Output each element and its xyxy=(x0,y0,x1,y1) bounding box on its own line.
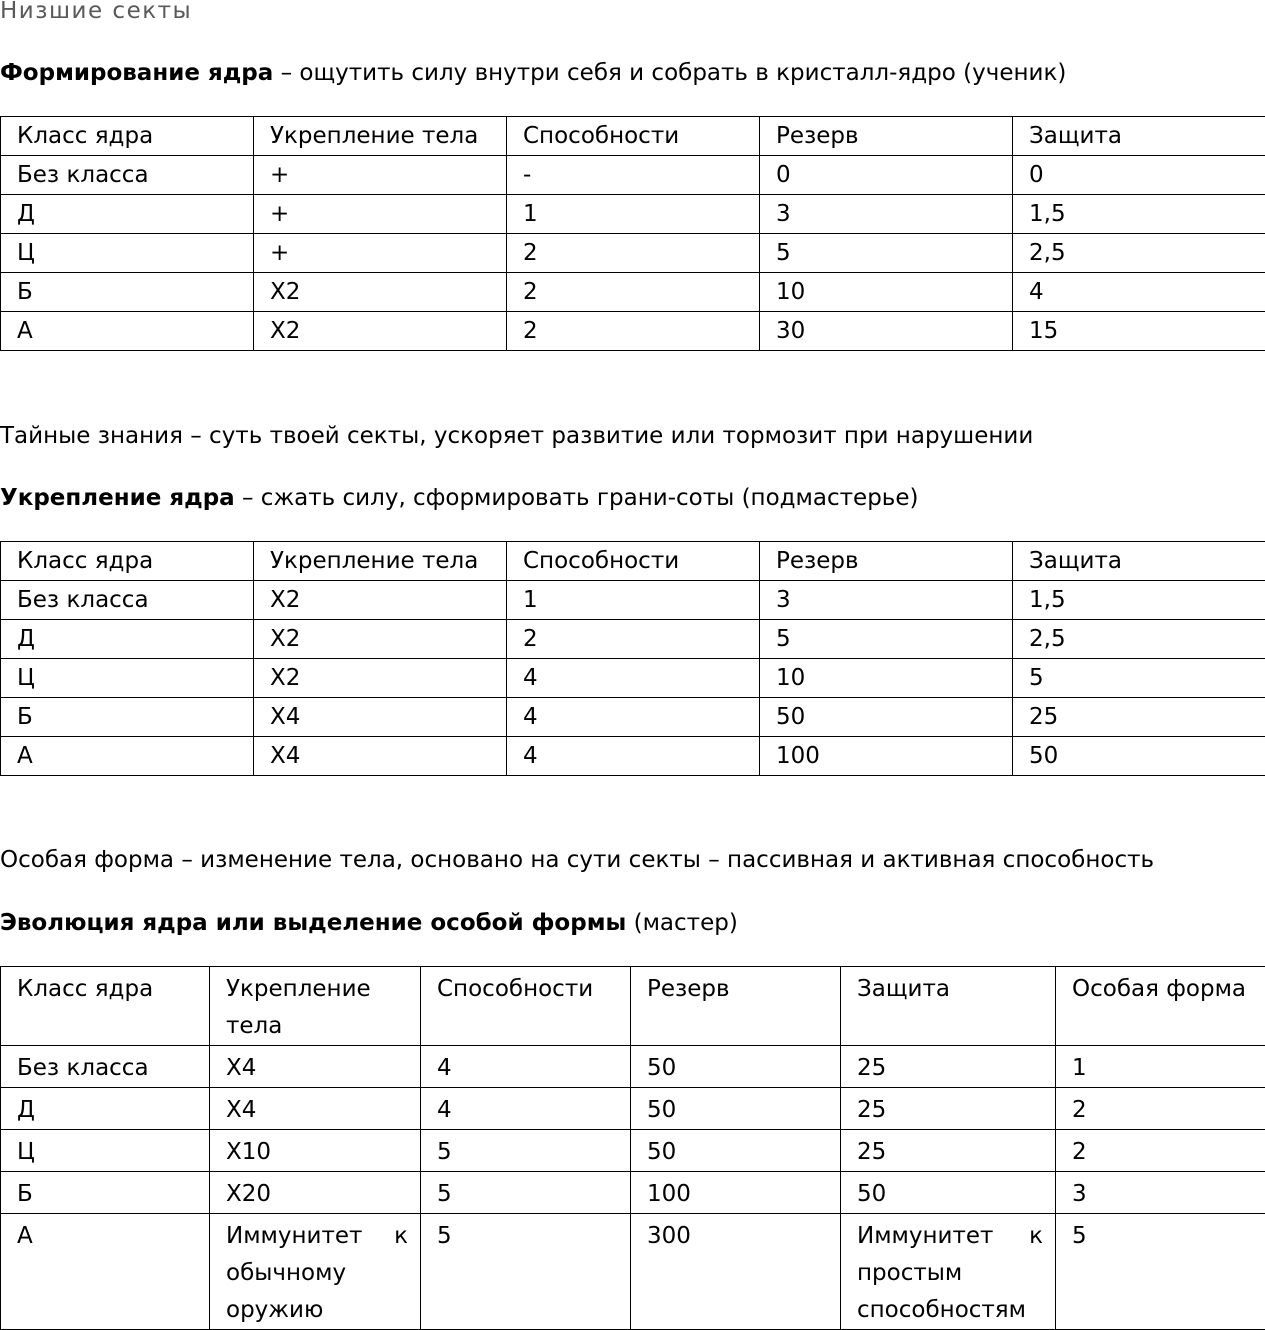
table-cell: 10 xyxy=(760,659,1013,698)
table-header-cell: Особая форма xyxy=(1056,967,1265,1046)
table-header-cell: Защита xyxy=(841,967,1056,1046)
table-cell: Х2 xyxy=(254,620,507,659)
table-cell: 2,5 xyxy=(1013,234,1265,273)
table-row xyxy=(1,620,1265,659)
section2-table xyxy=(0,541,1265,776)
note-special-form: Особая форма – изменение тела, основано на сути секты – пассивная и активная способность xyxy=(0,845,1154,875)
table-cell: 5 xyxy=(760,234,1013,273)
table-cell: - xyxy=(507,156,760,195)
table-cell: 3 xyxy=(760,195,1013,234)
table-cell: 5 xyxy=(1013,659,1265,698)
table-cell: Х10 xyxy=(210,1130,421,1172)
table-cell: Ц xyxy=(1,234,254,273)
table-cell: 100 xyxy=(760,737,1013,776)
table-cell: 4 xyxy=(421,1088,631,1130)
table-header-cell: Резерв xyxy=(631,967,841,1046)
table-header-cell: Способности xyxy=(507,117,760,156)
table-cell: 3 xyxy=(1056,1172,1265,1214)
table-header-cell: Защита xyxy=(1013,117,1265,156)
table-cell: 50 xyxy=(631,1046,841,1088)
table-row xyxy=(1,1172,1265,1214)
table-cell: Б xyxy=(1,273,254,312)
table-header-cell: Класс ядра xyxy=(1,117,254,156)
table-cell: Д xyxy=(1,195,254,234)
table-cell: А xyxy=(1,1214,210,1330)
table-row xyxy=(1,1214,1265,1330)
table-cell: 15 xyxy=(1013,312,1265,351)
table-cell: Х2 xyxy=(254,273,507,312)
table-cell: 5 xyxy=(760,620,1013,659)
table-row xyxy=(1,1130,1265,1172)
table-cell: 3 xyxy=(760,581,1013,620)
table-cell: 2 xyxy=(507,312,760,351)
table-cell: 300 xyxy=(631,1214,841,1330)
table-cell: 25 xyxy=(841,1046,1056,1088)
table-cell: Х4 xyxy=(210,1088,421,1130)
table-cell: Х2 xyxy=(254,581,507,620)
section3-heading xyxy=(0,908,738,938)
table-row xyxy=(1,1088,1265,1130)
table-cell: + xyxy=(254,195,507,234)
section1-heading xyxy=(0,58,1066,88)
table-header-cell: Укрепление тела xyxy=(210,967,421,1046)
table-cell: Х4 xyxy=(254,737,507,776)
table-cell: Иммунитет к простым способностям xyxy=(841,1214,1056,1330)
table-cell: 2 xyxy=(1056,1088,1265,1130)
table-cell: Д xyxy=(1,1088,210,1130)
table-cell: 50 xyxy=(631,1130,841,1172)
table-cell: 50 xyxy=(760,698,1013,737)
table-cell: 2 xyxy=(1056,1130,1265,1172)
table-row xyxy=(1,312,1265,351)
table-row xyxy=(1,1046,1265,1088)
table-cell: Без класса xyxy=(1,581,254,620)
table-cell: 25 xyxy=(1013,698,1265,737)
section2-title-rest: – сжать силу, сформировать грани-соты (подмастерье) xyxy=(235,485,919,511)
table-cell: 5 xyxy=(421,1214,631,1330)
table-cell: Д xyxy=(1,620,254,659)
table-row xyxy=(1,156,1265,195)
table-cell: Иммунитет к обычному оружию xyxy=(210,1214,421,1330)
table-cell: Б xyxy=(1,1172,210,1214)
table-cell: Х4 xyxy=(254,698,507,737)
table-cell: Х4 xyxy=(210,1046,421,1088)
table-row xyxy=(1,234,1265,273)
section2-heading xyxy=(0,483,918,513)
table-header-row xyxy=(1,117,1265,156)
table-cell: Без класса xyxy=(1,1046,210,1088)
table-cell: 4 xyxy=(421,1046,631,1088)
table-header-cell: Резерв xyxy=(760,542,1013,581)
table-row xyxy=(1,698,1265,737)
table-row xyxy=(1,737,1265,776)
table-cell: 0 xyxy=(760,156,1013,195)
table-row xyxy=(1,195,1265,234)
table-cell: 2 xyxy=(507,620,760,659)
table-cell: 25 xyxy=(841,1130,1056,1172)
table-cell: 4 xyxy=(507,698,760,737)
table-cell: 4 xyxy=(507,737,760,776)
table-header-cell: Класс ядра xyxy=(1,967,210,1046)
table-cell: 30 xyxy=(760,312,1013,351)
table-cell: 50 xyxy=(1013,737,1265,776)
table-header-cell: Укрепление тела xyxy=(254,542,507,581)
section1-table xyxy=(0,116,1265,351)
table-row xyxy=(1,273,1265,312)
table-cell: 1 xyxy=(507,195,760,234)
table-cell: + xyxy=(254,156,507,195)
table-cell: 5 xyxy=(421,1130,631,1172)
table-header-cell: Класс ядра xyxy=(1,542,254,581)
table-cell: 4 xyxy=(1013,273,1265,312)
table-header-cell: Резерв xyxy=(760,117,1013,156)
table-cell: Х2 xyxy=(254,312,507,351)
section3-title-bold: Эволюция ядра или выделение особой формы xyxy=(0,910,626,936)
table-cell: 2 xyxy=(507,273,760,312)
table-cell: 5 xyxy=(421,1172,631,1214)
section1-title-bold: Формирование ядра xyxy=(0,60,273,86)
table-header-row xyxy=(1,542,1265,581)
document-subtitle: Низшие секты xyxy=(0,0,192,24)
table-row xyxy=(1,581,1265,620)
table-cell: 10 xyxy=(760,273,1013,312)
table-cell: Х20 xyxy=(210,1172,421,1214)
table-cell: Ц xyxy=(1,659,254,698)
table-cell: + xyxy=(254,234,507,273)
table-cell: А xyxy=(1,737,254,776)
table-cell: 50 xyxy=(841,1172,1056,1214)
table-cell: Б xyxy=(1,698,254,737)
note-secret-knowledge: Тайные знания – суть твоей секты, ускоряет развитие или тормозит при нарушении xyxy=(0,421,1033,451)
section3-title-rest: (мастер) xyxy=(626,910,738,936)
table-cell: 0 xyxy=(1013,156,1265,195)
table-cell: 1,5 xyxy=(1013,195,1265,234)
table-cell: Х2 xyxy=(254,659,507,698)
table-cell: 25 xyxy=(841,1088,1056,1130)
table-header-cell: Защита xyxy=(1013,542,1265,581)
table-cell: 4 xyxy=(507,659,760,698)
table-header-cell: Способности xyxy=(507,542,760,581)
section2-title-bold: Укрепление ядра xyxy=(0,485,235,511)
table-header-cell: Способности xyxy=(421,967,631,1046)
table-cell: А xyxy=(1,312,254,351)
table-cell: 1 xyxy=(1056,1046,1265,1088)
table-cell: Ц xyxy=(1,1130,210,1172)
table-header-cell: Укрепление тела xyxy=(254,117,507,156)
table-cell: 50 xyxy=(631,1088,841,1130)
table-cell: 1,5 xyxy=(1013,581,1265,620)
table-cell: Без класса xyxy=(1,156,254,195)
section1-title-rest: – ощутить силу внутри себя и собрать в кристалл-ядро (ученик) xyxy=(273,60,1066,86)
table-cell: 100 xyxy=(631,1172,841,1214)
section3-table xyxy=(0,966,1265,1330)
table-cell: 5 xyxy=(1056,1214,1265,1330)
table-cell: 1 xyxy=(507,581,760,620)
table-cell: 2 xyxy=(507,234,760,273)
table-cell: 2,5 xyxy=(1013,620,1265,659)
table-row xyxy=(1,659,1265,698)
table-header-row xyxy=(1,967,1265,1046)
